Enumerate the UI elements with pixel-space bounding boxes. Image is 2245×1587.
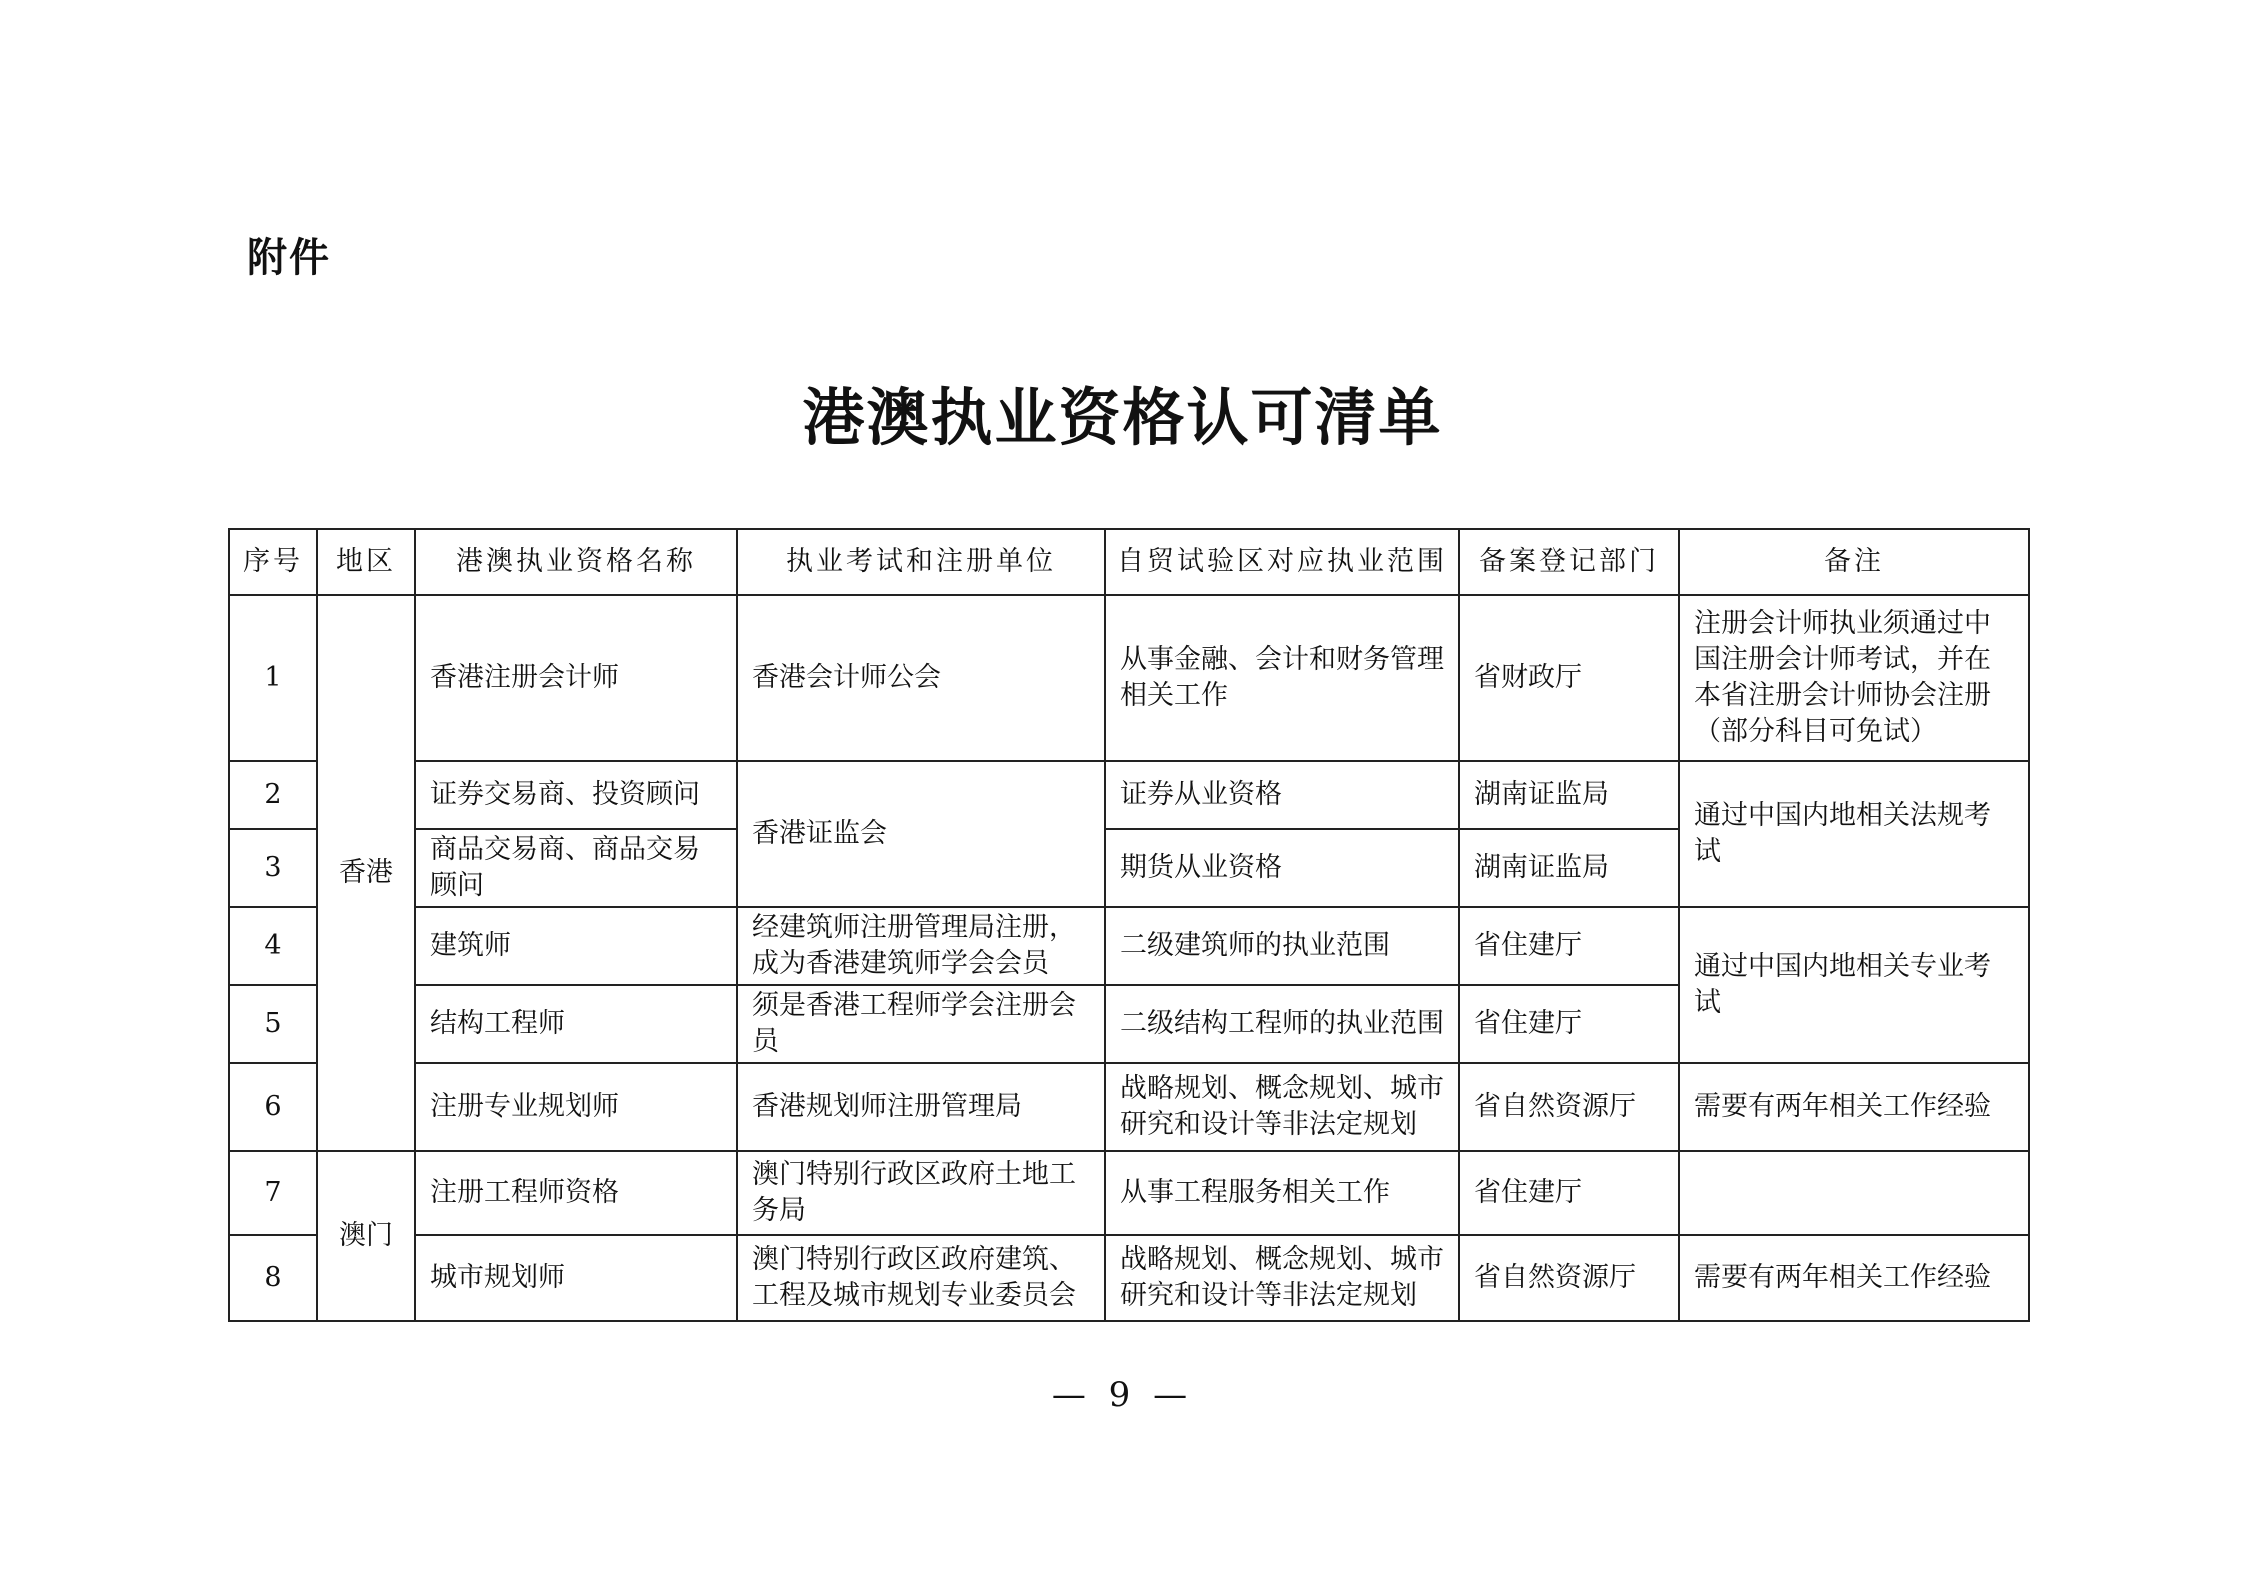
registry-dept: 湖南证监局 (1459, 829, 1679, 907)
remarks: 需要有两年相关工作经验 (1679, 1235, 2029, 1321)
page-number: — 9 — (1051, 1375, 1194, 1415)
registry-dept: 省住建厅 (1459, 985, 1679, 1063)
region-cell-hk: 香港 (317, 595, 415, 1151)
practice-scope: 期货从业资格 (1105, 829, 1459, 907)
row-no: 4 (229, 907, 317, 985)
header-no: 序号 (229, 529, 317, 595)
remarks: 通过中国内地相关专业考试 (1679, 907, 2029, 1063)
remarks (1679, 1151, 2029, 1235)
row-no: 3 (229, 829, 317, 907)
practice-scope: 证券从业资格 (1105, 761, 1459, 829)
practice-scope: 从事金融、会计和财务管理相关工作 (1105, 595, 1459, 761)
practice-scope: 二级建筑师的执业范围 (1105, 907, 1459, 985)
exam-unit: 香港会计师公会 (737, 595, 1105, 761)
qualification-name: 城市规划师 (415, 1235, 737, 1321)
exam-unit: 香港证监会 (737, 761, 1105, 907)
qualification-name: 注册工程师资格 (415, 1151, 737, 1235)
document-title: 港澳执业资格认可清单 (802, 381, 1443, 454)
registry-dept: 省自然资源厅 (1459, 1235, 1679, 1321)
header-name: 港澳执业资格名称 (415, 529, 737, 595)
exam-unit: 香港规划师注册管理局 (737, 1063, 1105, 1151)
qualification-name: 注册专业规划师 (415, 1063, 737, 1151)
row-no: 7 (229, 1151, 317, 1235)
practice-scope: 二级结构工程师的执业范围 (1105, 985, 1459, 1063)
table-row (229, 595, 2029, 761)
header-remarks: 备注 (1679, 529, 2029, 595)
header-scope: 自贸试验区对应执业范围 (1105, 529, 1459, 595)
registry-dept: 省自然资源厅 (1459, 1063, 1679, 1151)
qualification-name: 香港注册会计师 (415, 595, 737, 761)
table-row (229, 1151, 2029, 1235)
practice-scope: 战略规划、概念规划、城市研究和设计等非法定规划 (1105, 1063, 1459, 1151)
row-no: 5 (229, 985, 317, 1063)
header-registry: 备案登记部门 (1459, 529, 1679, 595)
table-row (229, 907, 2029, 985)
qualification-table (228, 528, 2030, 1322)
registry-dept: 湖南证监局 (1459, 761, 1679, 829)
remarks: 通过中国内地相关法规考试 (1679, 761, 2029, 907)
attachment-label: 附件 (247, 235, 331, 281)
practice-scope: 战略规划、概念规划、城市研究和设计等非法定规划 (1105, 1235, 1459, 1321)
row-no: 6 (229, 1063, 317, 1151)
row-no: 2 (229, 761, 317, 829)
exam-unit: 澳门特别行政区政府建筑、工程及城市规划专业委员会 (737, 1235, 1105, 1321)
row-no: 1 (229, 595, 317, 761)
registry-dept: 省住建厅 (1459, 1151, 1679, 1235)
qualification-name: 证券交易商、投资顾问 (415, 761, 737, 829)
region-cell-macau: 澳门 (317, 1151, 415, 1321)
header-exam-unit: 执业考试和注册单位 (737, 529, 1105, 595)
table-row (229, 1063, 2029, 1151)
table-row (229, 1235, 2029, 1321)
table-row (229, 761, 2029, 829)
remarks: 需要有两年相关工作经验 (1679, 1063, 2029, 1151)
remarks: 注册会计师执业须通过中国注册会计师考试，并在本省注册会计师协会注册（部分科目可免试） (1679, 595, 2029, 761)
row-no: 8 (229, 1235, 317, 1321)
exam-unit: 澳门特别行政区政府土地工务局 (737, 1151, 1105, 1235)
qualification-name: 商品交易商、商品交易顾问 (415, 829, 737, 907)
qualification-name: 建筑师 (415, 907, 737, 985)
exam-unit: 须是香港工程师学会注册会员 (737, 985, 1105, 1063)
practice-scope: 从事工程服务相关工作 (1105, 1151, 1459, 1235)
header-region: 地区 (317, 529, 415, 595)
exam-unit: 经建筑师注册管理局注册，成为香港建筑师学会会员 (737, 907, 1105, 985)
table-header-row (229, 529, 2029, 595)
registry-dept: 省财政厅 (1459, 595, 1679, 761)
qualification-name: 结构工程师 (415, 985, 737, 1063)
registry-dept: 省住建厅 (1459, 907, 1679, 985)
